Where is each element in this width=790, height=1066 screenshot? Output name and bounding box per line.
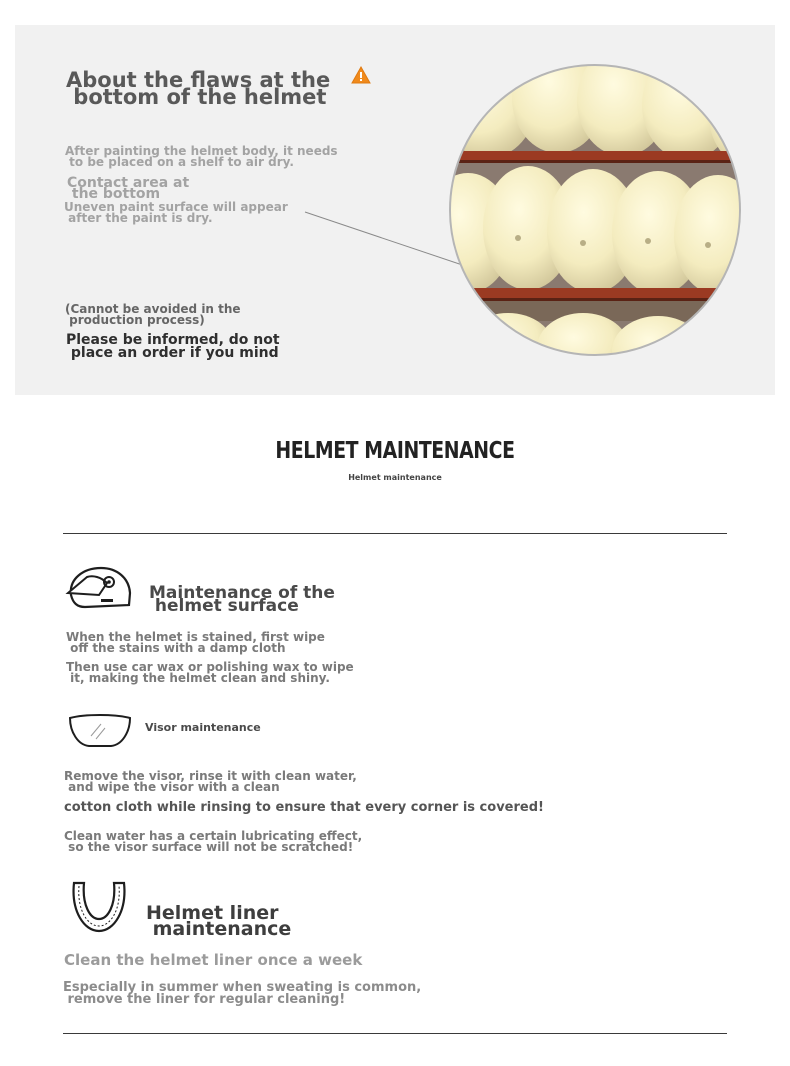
helmet-liner-icon — [70, 881, 128, 933]
warning-triangle-icon — [351, 66, 371, 84]
flaws-intro: After painting the helmet body, it needs to be placed on a shelf to air dry. — [65, 144, 338, 169]
full-face-helmet-icon — [65, 565, 133, 611]
surface-step-1: When the helmet is stained, first wipe off the stains with a damp cloth — [66, 630, 325, 655]
liner-step-1: Clean the helmet liner once a week — [64, 951, 363, 969]
surface-step-2: Then use car wax or polishing wax to wipe it, making the helmet clean and shiny. — [66, 660, 354, 685]
visor-title: Visor maintenance — [145, 721, 261, 734]
liner-title: Helmet liner maintenance — [146, 902, 292, 940]
visor-icon — [67, 712, 133, 748]
liner-step-2: Especially in summer when sweating is common, remove the liner for regular cleaning! — [63, 980, 422, 1007]
visor-step-1: Remove the visor, rinse it with clean water, and wipe the visor with a clean — [64, 769, 357, 794]
order-notice: Please be informed, do not place an order if you mind — [66, 332, 280, 361]
bottom-divider — [63, 1033, 727, 1034]
flaws-title: About the flaws at the bottom of the helmet — [66, 68, 331, 109]
visor-step-2: cotton cloth while rinsing to ensure that every corner is covered! — [64, 800, 544, 815]
cannot-avoid-note: (Cannot be avoided in the production process) — [65, 302, 241, 327]
maintenance-heading: HELMET MAINTENANCE — [275, 438, 515, 464]
helmet-drying-rack-photo — [448, 63, 742, 357]
top-divider — [63, 533, 727, 534]
uneven-paint-note: Uneven paint surface will appear after the paint is dry. — [64, 200, 288, 225]
surface-title: Maintenance of the helmet surface — [149, 583, 335, 616]
maintenance-subheading: Helmet maintenance — [348, 473, 442, 482]
contact-area-label: Contact area at the bottom — [67, 175, 190, 202]
visor-step-3: Clean water has a certain lubricating effect, so the visor surface will not be scratched! — [64, 829, 363, 854]
